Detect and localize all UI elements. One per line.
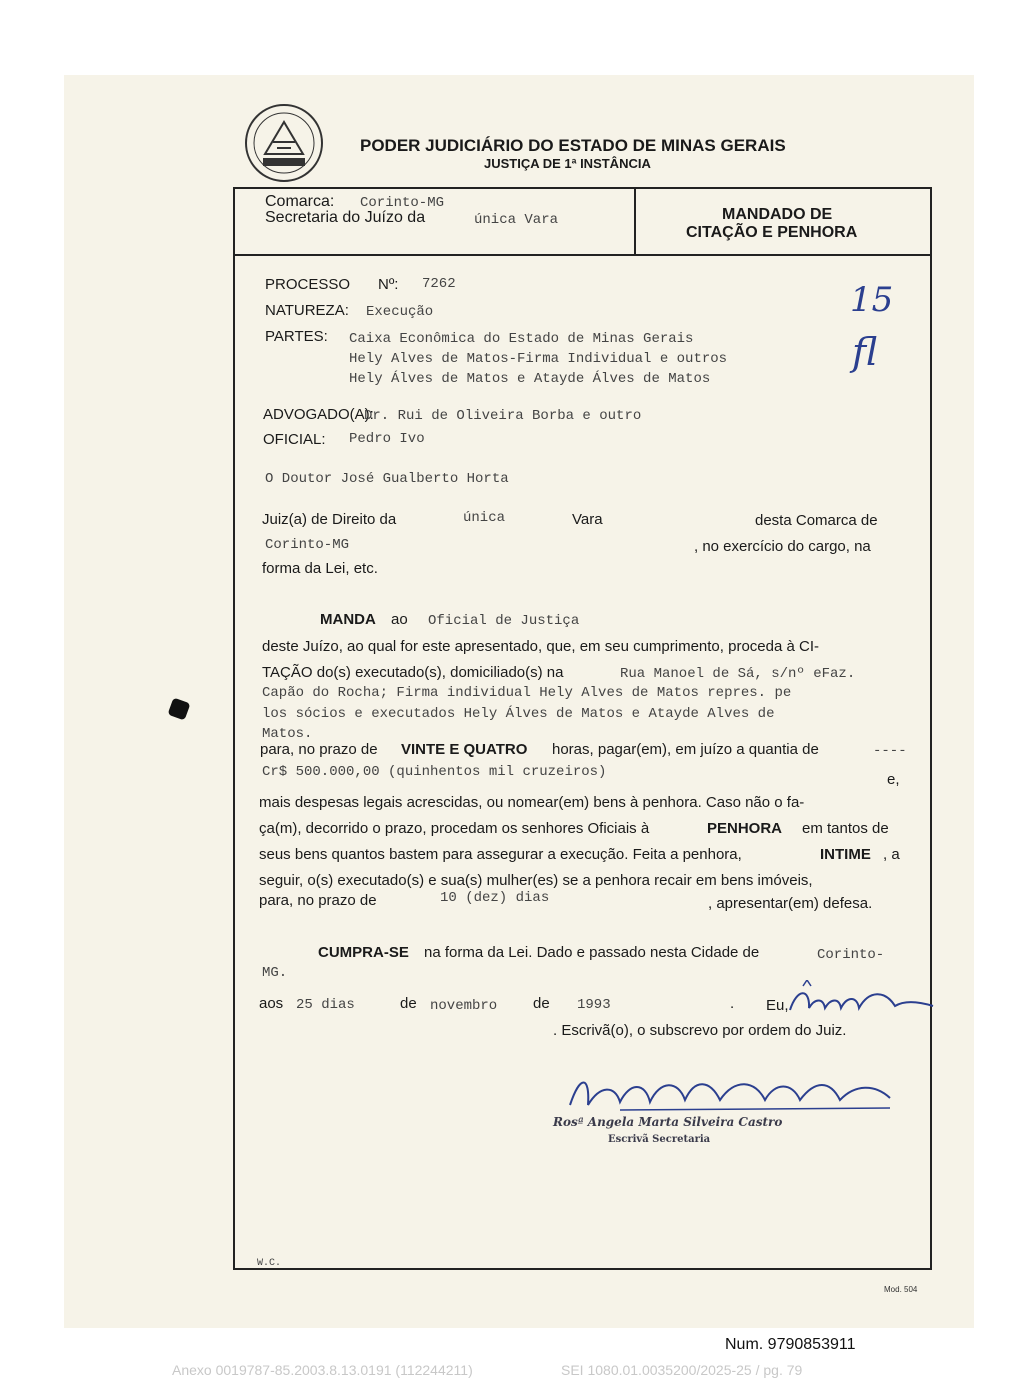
dia-value: 25 dias bbox=[296, 997, 355, 1013]
e-comma: e, bbox=[887, 771, 900, 788]
stamp-role: Escrivã Secretaria bbox=[608, 1134, 711, 1145]
dashes: ---- bbox=[873, 743, 907, 759]
court-title: PODER JUDICIÁRIO DO ESTADO DE MINAS GERAIS bbox=[360, 136, 786, 155]
endereco-4: Matos. bbox=[262, 726, 313, 742]
form-model: Mod. 504 bbox=[884, 1285, 918, 1294]
penhora-word: PENHORA bbox=[707, 820, 783, 837]
main-signature-icon bbox=[560, 1070, 900, 1115]
partes-label: PARTES: bbox=[265, 328, 328, 345]
advogado-label: ADVOGADO(A): bbox=[263, 406, 374, 423]
minas-gerais-seal-icon bbox=[243, 102, 325, 184]
line-tacao: TAÇÃO do(s) executado(s), domiciliado(s) na bbox=[262, 664, 564, 681]
oficial-label: OFICIAL: bbox=[263, 431, 326, 448]
ano-value: 1993 bbox=[577, 997, 611, 1013]
mais-despesas: mais despesas legais acrescidas, ou nomear(em) bens à penhora. Caso não o fa- bbox=[259, 794, 805, 811]
document-number: Num. 9790853911 bbox=[725, 1336, 856, 1353]
mes-value: novembro bbox=[430, 998, 498, 1014]
cidade-1: Corinto- bbox=[817, 947, 885, 963]
vara-label: Vara bbox=[572, 511, 603, 528]
secretaria-value: única Vara bbox=[474, 212, 559, 228]
header-divider bbox=[233, 254, 932, 256]
comarca-text: desta Comarca de bbox=[755, 512, 878, 529]
natureza-value: Execução bbox=[366, 304, 434, 320]
doc-type-line2: CITAÇÃO E PENHORA bbox=[686, 224, 858, 241]
escriva-line: . Escrivã(o), o subscrevo por ordem do Juiz. bbox=[553, 1022, 847, 1039]
oficial-justica: Oficial de Justiça bbox=[428, 613, 580, 629]
court-subtitle: JUSTIÇA DE 1ª INSTÂNCIA bbox=[484, 156, 651, 171]
processo-label: PROCESSO bbox=[265, 276, 351, 293]
processo-no-label: Nº: bbox=[378, 276, 399, 293]
handwritten-page-number: 15 bbox=[850, 280, 894, 320]
secretaria-label: Secretaria do Juízo da bbox=[265, 209, 426, 226]
oficial-value: Pedro Ivo bbox=[349, 431, 425, 447]
apresentar-defesa: , apresentar(em) defesa. bbox=[708, 895, 873, 912]
dot: . bbox=[730, 995, 735, 1012]
juiz-label: Juiz(a) de Direito da bbox=[262, 511, 397, 528]
ao-word: ao bbox=[391, 611, 408, 628]
cidade-2: MG. bbox=[262, 965, 288, 981]
facam-suffix: em tantos de bbox=[802, 820, 889, 837]
juiz-vara: única bbox=[463, 510, 506, 526]
doc-type-line1: MANDADO DE bbox=[722, 206, 833, 223]
wc-mark: W.C. bbox=[257, 1258, 282, 1269]
parte-1: Caixa Econômica do Estado de Minas Gerais bbox=[349, 331, 694, 347]
vinte-quatro: VINTE E QUATRO bbox=[401, 741, 528, 758]
para-prazo: para, no prazo de bbox=[260, 741, 378, 758]
processo-number: 7262 bbox=[422, 276, 456, 292]
de-word-2: de bbox=[533, 995, 550, 1012]
quantia: Cr$ 500.000,00 (quinhentos mil cruzeiros) bbox=[262, 764, 607, 780]
doutor-line: O Doutor José Gualberto Horta bbox=[265, 471, 509, 487]
parte-2: Hely Alves de Matos-Firma Individual e outros bbox=[349, 351, 728, 367]
endereco-1: Rua Manoel de Sá, s/nº eFaz. bbox=[620, 666, 856, 682]
endereco-3: los sócios e executados Hely Álves de Matos e Atayde Alves de bbox=[262, 706, 775, 722]
rubric-signature-icon bbox=[785, 980, 935, 1020]
facam-prefix: ça(m), decorrido o prazo, procedam os senhores Oficiais à bbox=[259, 820, 650, 837]
manda-word: MANDA bbox=[320, 611, 376, 628]
handwritten-initials: fl bbox=[852, 330, 878, 374]
line-deste: deste Juízo, ao qual for este apresentado, que, em seu cumprimento, proceda à CI- bbox=[262, 638, 819, 655]
advogado-value: Dr. Rui de Oliveira Borba e outro bbox=[364, 408, 642, 424]
cumpra-rest: na forma da Lei. Dado e passado nesta Cidade de bbox=[424, 944, 760, 961]
cumpra-se: CUMPRA-SE bbox=[318, 944, 409, 961]
header-column-divider bbox=[634, 187, 636, 254]
prazo-defesa: 10 (dez) dias bbox=[440, 890, 550, 906]
seus-bens-suffix: , a bbox=[883, 846, 900, 863]
de-word-1: de bbox=[400, 995, 417, 1012]
para-prazo-de: para, no prazo de bbox=[259, 892, 377, 909]
aos-word: aos bbox=[259, 995, 284, 1012]
stamp-name: Rosª Angela Marta Silveira Castro bbox=[553, 1115, 783, 1129]
comarca-name: Corinto-MG bbox=[265, 537, 350, 553]
parte-3: Hely Álves de Matos e Atayde Álves de Matos bbox=[349, 371, 711, 387]
comarca-label: Comarca: bbox=[265, 193, 335, 210]
eu-word: Eu, bbox=[766, 997, 789, 1014]
comarca-value: Corinto-MG bbox=[360, 195, 445, 211]
horas-pagar: horas, pagar(em), em juízo a quantia de bbox=[552, 741, 819, 758]
anexo-reference: Anexo 0019787-85.2003.8.13.0191 (112244211) bbox=[172, 1362, 473, 1378]
seus-bens-prefix: seus bens quantos bastem para assegurar a execução. Feita a penhora, bbox=[259, 846, 742, 863]
forma-lei-text: forma da Lei, etc. bbox=[262, 560, 378, 577]
seguir-line: seguir, o(s) executado(s) e sua(s) mulher(es) se a penhora recair em bens imóveis, bbox=[259, 872, 813, 889]
intime-word: INTIME bbox=[820, 846, 871, 863]
endereco-2: Capão do Rocha; Firma individual Hely Alves de Matos repres. pe bbox=[262, 685, 792, 701]
sei-reference: SEI 1080.01.0035200/2025-25 / pg. 79 bbox=[561, 1362, 803, 1378]
exercicio-text: , no exercício do cargo, na bbox=[694, 538, 871, 555]
natureza-label: NATUREZA: bbox=[265, 302, 349, 319]
